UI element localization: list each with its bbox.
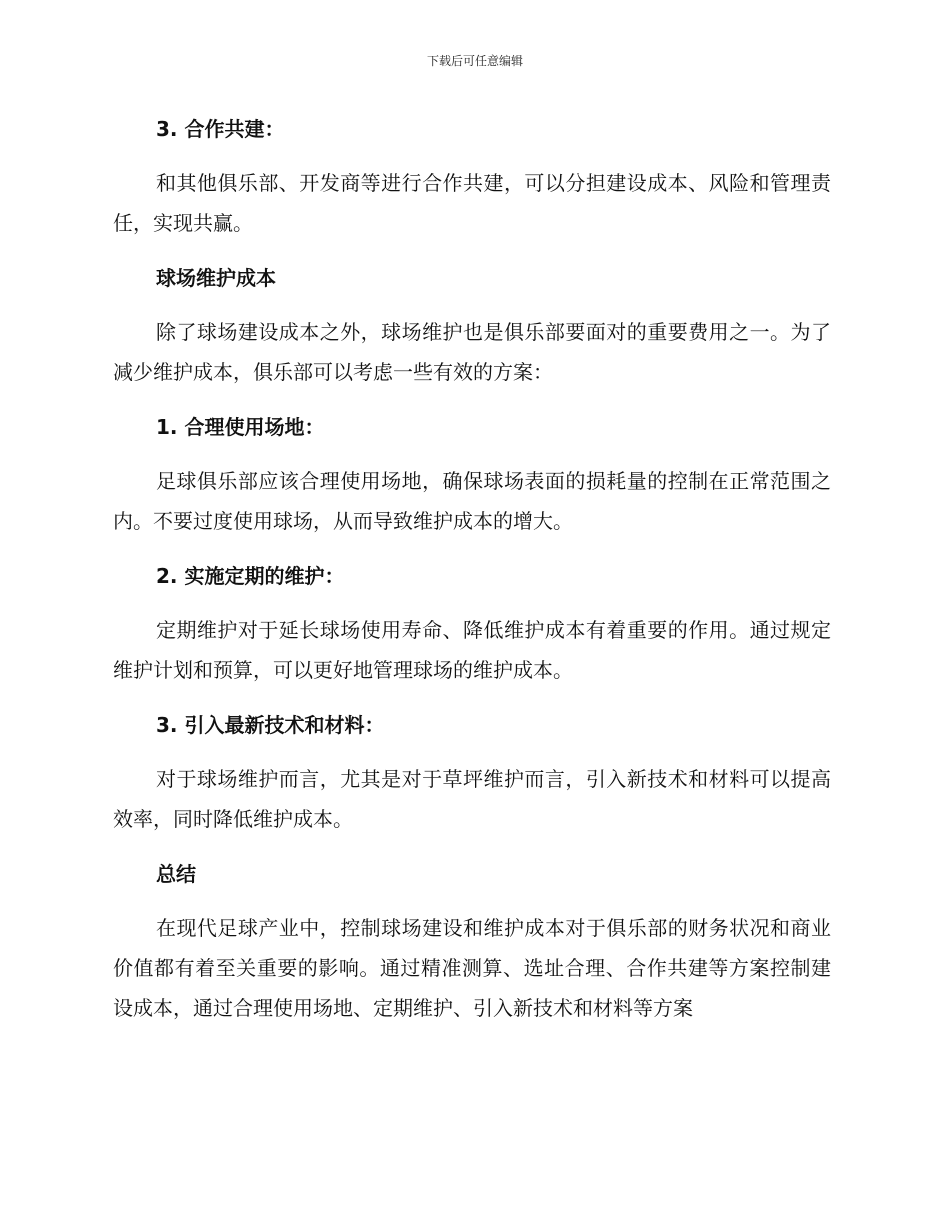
section-heading-reasonable-use: 1. 合理使用场地： bbox=[156, 415, 325, 439]
section-heading-maintenance-cost: 球场维护成本 bbox=[156, 266, 276, 290]
section-heading-cooperation: 3. 合作共建： bbox=[156, 117, 285, 141]
section-paragraph-maintenance-cost: 除了球场建设成本之外，球场维护也是俱乐部要面对的重要费用之一。为了减少维护成本，俱乐部可以考虑一些有效的方案： bbox=[113, 320, 831, 384]
section-heading-regular-maintenance: 2. 实施定期的维护： bbox=[156, 564, 345, 588]
section-paragraph-cooperation: 和其他俱乐部、开发商等进行合作共建，可以分担建设成本、风险和管理责任，实现共赢。 bbox=[113, 171, 831, 235]
section-paragraph-reasonable-use: 足球俱乐部应该合理使用场地，确保球场表面的损耗量的控制在正常范围之内。不要过度使用球场，从而导致维护成本的增大。 bbox=[113, 469, 831, 533]
section-heading-new-technology: 3. 引入最新技术和材料： bbox=[156, 713, 385, 737]
section-paragraph-regular-maintenance: 定期维护对于延长球场使用寿命、降低维护成本有着重要的作用。通过规定维护计划和预算，可以更好地管理球场的维护成本。 bbox=[113, 618, 831, 682]
section-heading-summary: 总结 bbox=[156, 862, 196, 886]
document-body bbox=[113, 111, 831, 1045]
page-header: 下载后可任意编辑 bbox=[426, 54, 523, 68]
section-paragraph-summary: 在现代足球产业中，控制球场建设和维护成本对于俱乐部的财务状况和商业价值都有着至关重要的影响。通过精准测算、选址合理、合作共建等方案控制建设成本，通过合理使用场地、定期维护、引入新技术和材料等方案 bbox=[113, 916, 831, 1020]
section-paragraph-new-technology: 对于球场维护而言，尤其是对于草坪维护而言，引入新技术和材料可以提高效率，同时降低维护成本。 bbox=[113, 767, 831, 831]
